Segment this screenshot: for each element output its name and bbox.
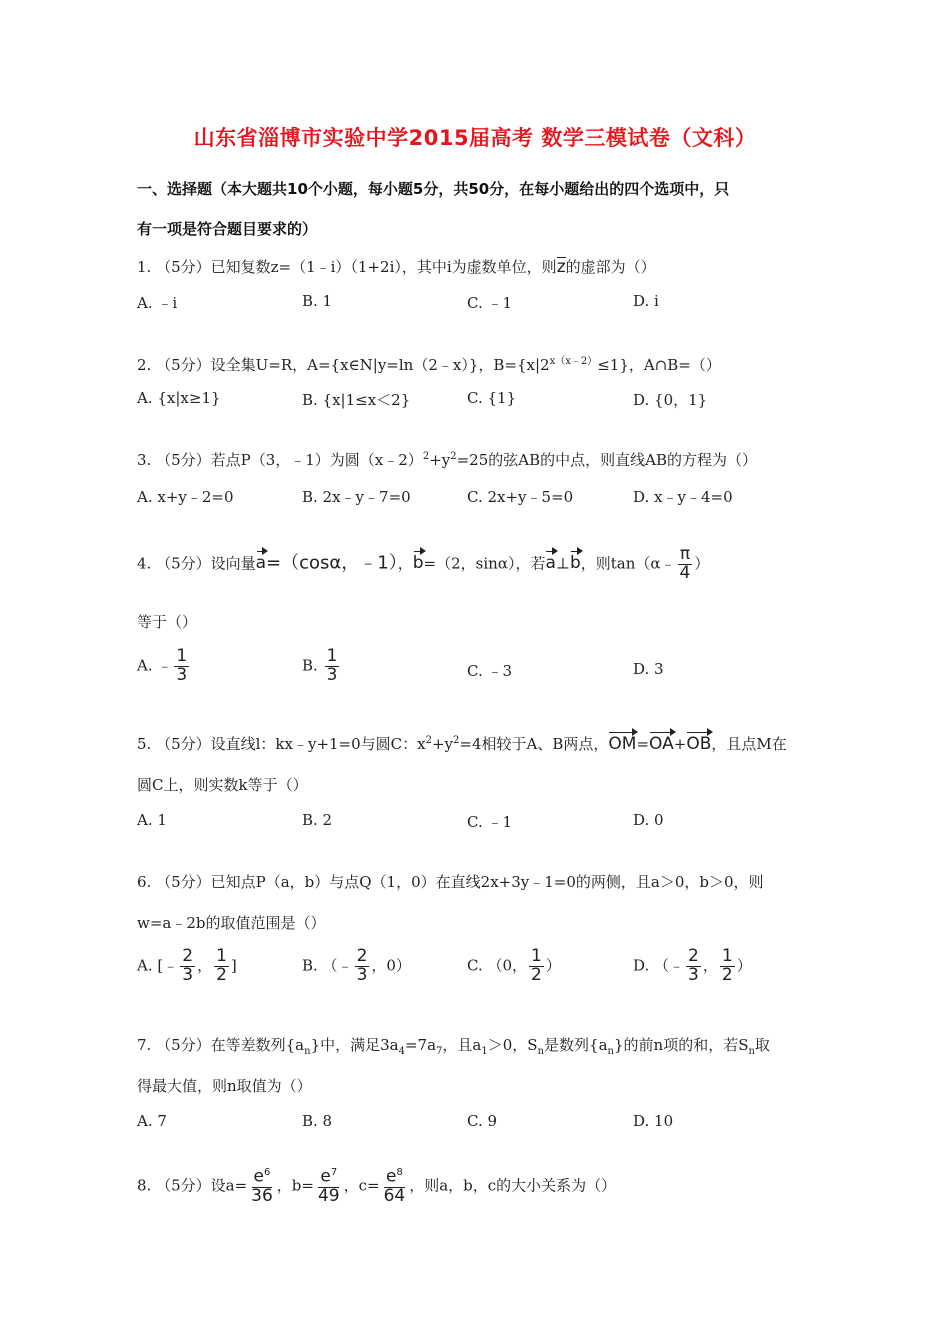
numerator: 1 bbox=[326, 646, 338, 666]
vector-a-value: =（cosα，﹣1） bbox=[266, 552, 398, 574]
exponent: 7 bbox=[330, 1167, 338, 1178]
q1-option-a: A. ﹣i bbox=[137, 294, 178, 312]
exponent: 8 bbox=[396, 1167, 403, 1178]
option-label: D. （﹣ bbox=[633, 956, 685, 975]
option-end: ] bbox=[230, 956, 237, 975]
question-8 bbox=[137, 1168, 616, 1205]
numerator bbox=[318, 1168, 339, 1188]
question-5-text: ，且点M在 bbox=[711, 735, 787, 753]
question-1-tail: 的虚部为（） bbox=[565, 258, 656, 276]
q2-option-d: D. {0，1} bbox=[633, 391, 708, 409]
question-4-line2: 等于（） bbox=[137, 613, 198, 631]
q1-option-d: D. i bbox=[633, 292, 659, 310]
numerator: 1 bbox=[216, 946, 227, 966]
vector-om: OM bbox=[608, 734, 637, 754]
q7-option-d: D. 10 bbox=[633, 1112, 674, 1130]
question-7-line2: 得最大值，则n取值为（） bbox=[137, 1077, 312, 1095]
question-5-text: 5. （5分）设直线l：kx﹣y+1=0与圆C：x bbox=[137, 735, 426, 753]
separator: ， bbox=[197, 956, 213, 975]
exponent: 2 bbox=[450, 451, 457, 462]
fraction-c bbox=[382, 1168, 408, 1205]
question-4-text: ） bbox=[694, 554, 710, 573]
fraction bbox=[325, 648, 340, 685]
denominator: 4 bbox=[679, 562, 691, 583]
section-heading-line1: 一、选择题（本大题共10个小题，每小题5分，共50分，在每小题给出的四个选项中，只 bbox=[137, 180, 730, 198]
q6-option-d bbox=[633, 948, 752, 985]
denominator: 3 bbox=[176, 664, 188, 685]
question-3-text: 3. （5分）若点P（3，﹣1）为圆（x﹣2） bbox=[137, 451, 423, 469]
question-7-text: 取 bbox=[754, 1036, 770, 1054]
base: e bbox=[253, 1166, 264, 1187]
subscript: n bbox=[607, 1046, 614, 1057]
question-7-text: ，且a bbox=[442, 1036, 482, 1054]
numerator: 1 bbox=[176, 646, 188, 666]
denominator: 64 bbox=[383, 1185, 406, 1206]
q1-option-b: B. 1 bbox=[302, 292, 333, 310]
q7-option-c: C. 9 bbox=[467, 1112, 498, 1130]
question-8-text: 8. （5分）设a= bbox=[137, 1176, 248, 1195]
q3-option-b: B. 2x﹣y﹣7=0 bbox=[302, 488, 411, 506]
denominator: 3 bbox=[688, 964, 699, 985]
exponent: 6 bbox=[264, 1167, 271, 1178]
subscript: 1 bbox=[481, 1046, 488, 1057]
denominator: 3 bbox=[182, 964, 194, 985]
denominator: 3 bbox=[326, 664, 338, 685]
vector-ob: OB bbox=[686, 734, 712, 754]
section-heading-line2: 有一项是符合题目要求的） bbox=[137, 220, 318, 238]
vector-b: b bbox=[412, 553, 424, 574]
option-label: B. bbox=[302, 656, 323, 675]
question-5-line2: 圆C上，则实数k等于（） bbox=[137, 776, 308, 794]
subscript: n bbox=[537, 1046, 545, 1057]
conjugate-z: z bbox=[556, 257, 566, 277]
denominator: 2 bbox=[216, 964, 227, 985]
question-5-text: =4相较于A、B两点， bbox=[459, 735, 609, 753]
base: e bbox=[320, 1166, 331, 1187]
fraction bbox=[174, 648, 189, 685]
q6-option-c bbox=[467, 948, 561, 985]
fraction bbox=[529, 948, 544, 985]
question-7-text: }中，满足3a bbox=[310, 1036, 399, 1054]
numerator: π bbox=[679, 544, 691, 564]
equals-sign: = bbox=[636, 735, 650, 753]
denominator: 3 bbox=[356, 964, 368, 985]
fraction bbox=[355, 948, 370, 985]
question-4-text: 4. （5分）设向量 bbox=[137, 554, 256, 573]
q7-option-b: B. 8 bbox=[302, 1112, 333, 1130]
numerator: 2 bbox=[182, 946, 194, 966]
numerator: 2 bbox=[356, 946, 368, 966]
option-sign: ﹣ bbox=[157, 656, 173, 675]
question-2-tail: ≤1}，A∩B=（） bbox=[597, 356, 721, 374]
question-7-text: =7a bbox=[404, 1036, 437, 1054]
q5-option-c: C. ﹣1 bbox=[467, 813, 513, 831]
q5-option-d: D. 0 bbox=[633, 811, 664, 829]
subscript: n bbox=[304, 1046, 311, 1057]
option-label: A. bbox=[137, 656, 158, 675]
fraction bbox=[686, 948, 701, 985]
q2-option-a: A. {x|x≥1} bbox=[137, 389, 221, 407]
question-8-text: ，则a，b，c的大小关系为（） bbox=[409, 1176, 617, 1195]
q3-option-a: A. x+y﹣2=0 bbox=[137, 488, 234, 506]
vector-oa: OA bbox=[649, 734, 674, 754]
fraction-a bbox=[249, 1168, 275, 1205]
subscript: n bbox=[748, 1046, 755, 1057]
fraction bbox=[720, 948, 735, 985]
question-5-text: +y bbox=[431, 735, 454, 753]
option-end: ） bbox=[545, 956, 561, 975]
question-7-text: ＞0，S bbox=[487, 1036, 538, 1054]
question-3-text: +y bbox=[429, 451, 451, 469]
q6-option-b bbox=[302, 948, 411, 985]
page-title: 山东省淄博市实验中学2015届高考 数学三模试卷（文科） bbox=[193, 126, 757, 150]
q2-option-b: B. {x|1≤x＜2} bbox=[302, 391, 411, 409]
option-label: B. （﹣ bbox=[302, 956, 353, 975]
subscript: 7 bbox=[436, 1046, 443, 1057]
exponent: 2 bbox=[453, 735, 460, 746]
question-5 bbox=[137, 733, 787, 754]
plus-sign: + bbox=[673, 735, 687, 753]
q4-option-a bbox=[137, 648, 191, 685]
question-4 bbox=[137, 546, 709, 583]
question-4-text: ，则tan（α﹣ bbox=[580, 554, 676, 573]
question-3-text: =25的弦AB的中点，则直线AB的方程为（） bbox=[456, 451, 757, 469]
vector-a: a bbox=[255, 553, 267, 574]
denominator: 49 bbox=[317, 1185, 340, 1206]
fraction bbox=[214, 948, 229, 985]
question-7-text: 7. （5分）在等差数列{a bbox=[137, 1036, 305, 1054]
question-6-line2: w=a﹣2b的取值范围是（） bbox=[137, 914, 326, 932]
q4-option-c: C. ﹣3 bbox=[467, 662, 513, 680]
vector-b: b bbox=[569, 553, 581, 574]
numerator: 2 bbox=[688, 946, 699, 966]
question-1 bbox=[137, 256, 656, 277]
fraction bbox=[180, 948, 195, 985]
question-2 bbox=[137, 352, 721, 375]
q3-option-c: C. 2x+y﹣5=0 bbox=[467, 488, 574, 506]
vector-b-value: =（2，sinα），若 bbox=[423, 554, 546, 573]
question-3 bbox=[137, 449, 757, 470]
fraction-pi-4 bbox=[678, 546, 693, 583]
q5-option-b: B. 2 bbox=[302, 811, 333, 829]
subscript: 4 bbox=[398, 1046, 405, 1057]
base: e bbox=[385, 1166, 397, 1187]
q3-option-d: D. x﹣y﹣4=0 bbox=[633, 488, 733, 506]
q4-option-b bbox=[302, 648, 341, 685]
denominator: 2 bbox=[531, 964, 542, 985]
q5-option-a: A. 1 bbox=[137, 811, 167, 829]
perpendicular-symbol: ⊥ bbox=[555, 554, 570, 573]
fraction-b bbox=[316, 1168, 342, 1205]
denominator: 36 bbox=[251, 1185, 273, 1206]
q2-option-c: C. {1} bbox=[467, 389, 517, 407]
question-7-text: }的前n项的和，若S bbox=[613, 1036, 749, 1054]
exponent: x（x﹣2） bbox=[549, 356, 598, 367]
vector-a: a bbox=[545, 553, 556, 574]
separator: ， bbox=[702, 956, 718, 975]
question-2-text: 2. （5分）设全集U=R，A={x∈N|y=ln（2﹣x）}，B={x|2 bbox=[137, 356, 550, 374]
numerator bbox=[384, 1168, 405, 1188]
question-1-text: 1. （5分）已知复数z=（1﹣i）（1+2i），其中i为虚数单位，则 bbox=[137, 258, 557, 276]
numerator: 1 bbox=[721, 946, 733, 966]
option-end: ，0） bbox=[371, 956, 411, 975]
q6-option-a bbox=[137, 948, 237, 985]
question-4-text: ， bbox=[397, 554, 413, 573]
question-6: 6. （5分）已知点P（a，b）与点Q（1，0）在直线2x+3y﹣1=0的两侧，且a＞0，b＞0，则 bbox=[137, 873, 764, 891]
option-label: A. [﹣ bbox=[137, 956, 179, 975]
q1-option-c: C. ﹣1 bbox=[467, 294, 513, 312]
numerator bbox=[252, 1168, 273, 1188]
denominator: 2 bbox=[721, 964, 733, 985]
numerator: 1 bbox=[531, 946, 542, 966]
question-7-text: 是数列{a bbox=[544, 1036, 608, 1054]
q7-option-a: A. 7 bbox=[137, 1112, 167, 1130]
option-end: ） bbox=[736, 956, 752, 975]
exponent: 2 bbox=[425, 735, 432, 746]
question-7 bbox=[137, 1034, 770, 1057]
question-8-text: ，b= bbox=[276, 1176, 314, 1195]
option-label: C. （0， bbox=[467, 956, 528, 975]
question-8-text: ，c= bbox=[343, 1176, 380, 1195]
exponent: 2 bbox=[422, 451, 430, 462]
q4-option-d: D. 3 bbox=[633, 660, 664, 678]
